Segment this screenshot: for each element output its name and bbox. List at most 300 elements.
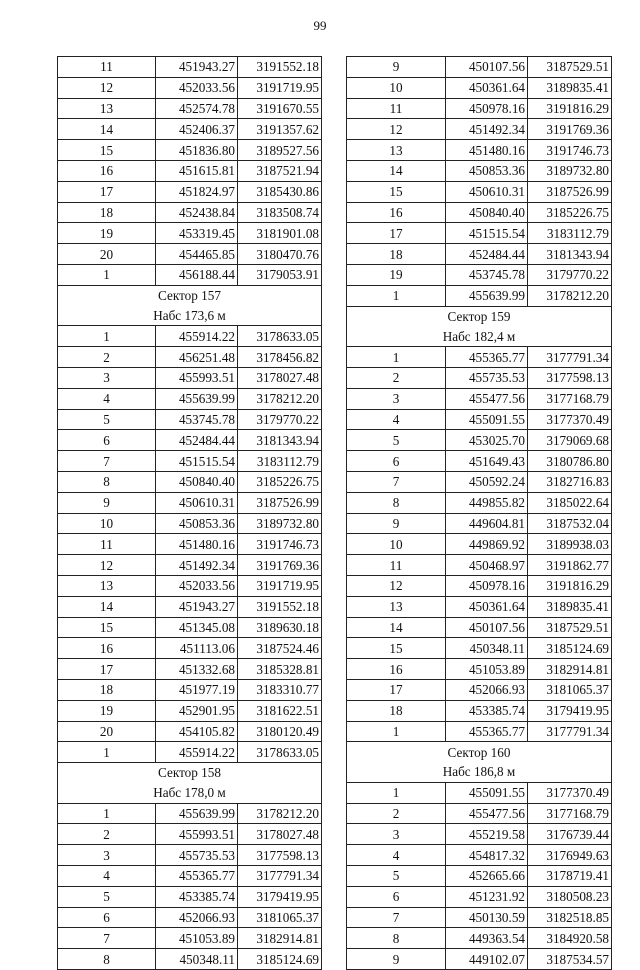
coordinate-row <box>58 575 322 596</box>
point-number-cell: 1 <box>58 742 156 763</box>
coordinate-row <box>347 555 612 576</box>
point-number-cell: 3 <box>58 367 156 388</box>
point-number-cell: 5 <box>347 430 446 451</box>
y-coordinate-cell: 3177598.13 <box>238 845 322 866</box>
sector-header-row <box>347 326 612 346</box>
x-coordinate-cell: 449855.82 <box>446 492 528 513</box>
coordinate-row <box>347 575 612 596</box>
point-number-cell: 18 <box>58 679 156 700</box>
point-number-cell: 1 <box>347 721 446 742</box>
y-coordinate-cell: 3187529.51 <box>528 57 612 78</box>
y-coordinate-cell: 3181343.94 <box>238 430 322 451</box>
x-coordinate-cell: 451480.16 <box>446 140 528 161</box>
x-coordinate-cell: 450130.59 <box>446 907 528 928</box>
y-coordinate-cell: 3191769.36 <box>528 119 612 140</box>
coordinate-row <box>58 264 322 285</box>
x-coordinate-cell: 455914.22 <box>156 326 238 347</box>
y-coordinate-cell: 3176739.44 <box>528 824 612 845</box>
point-number-cell: 17 <box>347 223 446 244</box>
y-coordinate-cell: 3177791.34 <box>528 721 612 742</box>
point-number-cell: 6 <box>347 451 446 472</box>
coordinate-row <box>58 119 322 140</box>
y-coordinate-cell: 3191719.95 <box>238 77 322 98</box>
coordinate-row <box>58 98 322 119</box>
coordinate-row <box>58 223 322 244</box>
y-coordinate-cell: 3191552.18 <box>238 596 322 617</box>
point-number-cell: 16 <box>58 160 156 181</box>
x-coordinate-cell: 451231.92 <box>446 886 528 907</box>
point-number-cell: 2 <box>347 367 446 388</box>
x-coordinate-cell: 451492.34 <box>156 555 238 576</box>
point-number-cell: 9 <box>347 513 446 534</box>
coordinate-row <box>347 57 612 78</box>
y-coordinate-cell: 3182914.81 <box>238 928 322 949</box>
x-coordinate-cell: 454817.32 <box>446 845 528 866</box>
sector-header-row <box>347 306 612 326</box>
y-coordinate-cell: 3191862.77 <box>528 555 612 576</box>
point-number-cell: 1 <box>58 264 156 285</box>
coordinate-row <box>347 679 612 700</box>
coordinate-row <box>347 700 612 721</box>
coordinate-row <box>58 388 322 409</box>
y-coordinate-cell: 3177598.13 <box>528 367 612 388</box>
sector-header-row <box>58 763 322 783</box>
x-coordinate-cell: 451824.97 <box>156 181 238 202</box>
point-number-cell: 1 <box>58 326 156 347</box>
y-coordinate-cell: 3178633.05 <box>238 742 322 763</box>
point-number-cell: 9 <box>58 492 156 513</box>
sector-header: Набс 182,4 м <box>347 326 612 346</box>
point-number-cell: 11 <box>347 98 446 119</box>
point-number-cell: 17 <box>347 679 446 700</box>
coordinate-row <box>58 596 322 617</box>
coordinate-row <box>58 244 322 265</box>
coordinate-row <box>347 140 612 161</box>
coordinate-row <box>347 907 612 928</box>
y-coordinate-cell: 3187526.99 <box>528 181 612 202</box>
coordinate-row <box>58 513 322 534</box>
y-coordinate-cell: 3185328.81 <box>238 659 322 680</box>
y-coordinate-cell: 3177791.34 <box>238 866 322 887</box>
sector-header: Сектор 159 <box>347 306 612 326</box>
point-number-cell: 5 <box>58 409 156 430</box>
coordinate-row <box>347 513 612 534</box>
y-coordinate-cell: 3185022.64 <box>528 492 612 513</box>
y-coordinate-cell: 3187524.46 <box>238 638 322 659</box>
point-number-cell: 8 <box>347 492 446 513</box>
x-coordinate-cell: 455735.53 <box>156 845 238 866</box>
coordinate-row <box>347 471 612 492</box>
coordinate-row <box>58 928 322 949</box>
coordinate-row <box>347 803 612 824</box>
point-number-cell: 1 <box>58 803 156 824</box>
coordinate-row <box>347 659 612 680</box>
y-coordinate-cell: 3191670.55 <box>238 98 322 119</box>
y-coordinate-cell: 3179419.95 <box>238 886 322 907</box>
point-number-cell: 1 <box>347 782 446 803</box>
x-coordinate-cell: 455639.99 <box>156 803 238 824</box>
x-coordinate-cell: 450853.36 <box>446 160 528 181</box>
x-coordinate-cell: 453319.45 <box>156 223 238 244</box>
y-coordinate-cell: 3189630.18 <box>238 617 322 638</box>
point-number-cell: 3 <box>58 845 156 866</box>
coordinate-row <box>347 430 612 451</box>
point-number-cell: 4 <box>58 866 156 887</box>
x-coordinate-cell: 450348.11 <box>156 949 238 970</box>
x-coordinate-cell: 451943.27 <box>156 596 238 617</box>
y-coordinate-cell: 3184920.58 <box>528 928 612 949</box>
coordinate-row <box>347 596 612 617</box>
point-number-cell: 6 <box>58 430 156 451</box>
x-coordinate-cell: 451492.34 <box>446 119 528 140</box>
point-number-cell: 14 <box>58 596 156 617</box>
coordinate-row <box>58 57 322 78</box>
coordinate-row <box>58 679 322 700</box>
y-coordinate-cell: 3189732.80 <box>528 160 612 181</box>
point-number-cell: 12 <box>347 119 446 140</box>
x-coordinate-cell: 451615.81 <box>156 160 238 181</box>
x-coordinate-cell: 455735.53 <box>446 367 528 388</box>
x-coordinate-cell: 451943.27 <box>156 57 238 78</box>
sector-header: Сектор 158 <box>58 763 322 783</box>
coordinate-row <box>58 347 322 368</box>
x-coordinate-cell: 452033.56 <box>156 575 238 596</box>
x-coordinate-cell: 451332.68 <box>156 659 238 680</box>
x-coordinate-cell: 450853.36 <box>156 513 238 534</box>
x-coordinate-cell: 451480.16 <box>156 534 238 555</box>
point-number-cell: 15 <box>58 617 156 638</box>
point-number-cell: 19 <box>58 223 156 244</box>
x-coordinate-cell: 453745.78 <box>446 264 528 285</box>
x-coordinate-cell: 452033.56 <box>156 77 238 98</box>
point-number-cell: 9 <box>347 949 446 970</box>
coordinate-row <box>58 326 322 347</box>
y-coordinate-cell: 3189835.41 <box>528 77 612 98</box>
coordinate-row <box>347 886 612 907</box>
y-coordinate-cell: 3178212.20 <box>528 285 612 306</box>
y-coordinate-cell: 3185124.69 <box>238 949 322 970</box>
x-coordinate-cell: 455914.22 <box>156 742 238 763</box>
point-number-cell: 11 <box>347 555 446 576</box>
x-coordinate-cell: 450348.11 <box>446 638 528 659</box>
coordinate-row <box>58 451 322 472</box>
x-coordinate-cell: 455365.77 <box>446 721 528 742</box>
y-coordinate-cell: 3178719.41 <box>528 866 612 887</box>
sector-header: Набс 178,0 м <box>58 783 322 803</box>
point-number-cell: 16 <box>58 638 156 659</box>
x-coordinate-cell: 454105.82 <box>156 721 238 742</box>
coordinate-row <box>347 638 612 659</box>
y-coordinate-cell: 3182914.81 <box>528 659 612 680</box>
page-number: 99 <box>313 18 327 33</box>
y-coordinate-cell: 3182716.83 <box>528 471 612 492</box>
coordinate-row <box>58 845 322 866</box>
coordinate-row <box>347 367 612 388</box>
y-coordinate-cell: 3180786.80 <box>528 451 612 472</box>
y-coordinate-cell: 3185430.86 <box>238 181 322 202</box>
sector-header: Сектор 160 <box>347 742 612 762</box>
x-coordinate-cell: 450610.31 <box>446 181 528 202</box>
coordinate-row <box>347 119 612 140</box>
y-coordinate-cell: 3191357.62 <box>238 119 322 140</box>
point-number-cell: 16 <box>347 202 446 223</box>
point-number-cell: 3 <box>347 388 446 409</box>
point-number-cell: 9 <box>347 57 446 78</box>
coordinate-row <box>347 264 612 285</box>
point-number-cell: 14 <box>347 617 446 638</box>
x-coordinate-cell: 450468.97 <box>446 555 528 576</box>
y-coordinate-cell: 3178027.48 <box>238 824 322 845</box>
point-number-cell: 13 <box>58 575 156 596</box>
x-coordinate-cell: 452406.37 <box>156 119 238 140</box>
y-coordinate-cell: 3187532.04 <box>528 513 612 534</box>
x-coordinate-cell: 455219.58 <box>446 824 528 845</box>
point-number-cell: 12 <box>58 77 156 98</box>
coordinate-row <box>347 285 612 306</box>
point-number-cell: 12 <box>347 575 446 596</box>
coordinate-row <box>58 160 322 181</box>
y-coordinate-cell: 3191816.29 <box>528 575 612 596</box>
y-coordinate-cell: 3181343.94 <box>528 244 612 265</box>
x-coordinate-cell: 455365.77 <box>156 866 238 887</box>
coordinate-row <box>58 492 322 513</box>
x-coordinate-cell: 455993.51 <box>156 824 238 845</box>
point-number-cell: 11 <box>58 57 156 78</box>
x-coordinate-cell: 453385.74 <box>156 886 238 907</box>
x-coordinate-cell: 455091.55 <box>446 782 528 803</box>
point-number-cell: 7 <box>347 907 446 928</box>
sector-header-row <box>58 783 322 803</box>
y-coordinate-cell: 3183112.79 <box>238 451 322 472</box>
point-number-cell: 10 <box>58 513 156 534</box>
point-number-cell: 19 <box>347 264 446 285</box>
point-number-cell: 6 <box>347 886 446 907</box>
y-coordinate-cell: 3191746.73 <box>238 534 322 555</box>
y-coordinate-cell: 3178212.20 <box>238 388 322 409</box>
point-number-cell: 1 <box>347 285 446 306</box>
y-coordinate-cell: 3191769.36 <box>238 555 322 576</box>
x-coordinate-cell: 451345.08 <box>156 617 238 638</box>
point-number-cell: 8 <box>58 471 156 492</box>
point-number-cell: 18 <box>347 700 446 721</box>
y-coordinate-cell: 3179069.68 <box>528 430 612 451</box>
y-coordinate-cell: 3183112.79 <box>528 223 612 244</box>
point-number-cell: 4 <box>58 388 156 409</box>
x-coordinate-cell: 450107.56 <box>446 57 528 78</box>
x-coordinate-cell: 453745.78 <box>156 409 238 430</box>
y-coordinate-cell: 3180470.76 <box>238 244 322 265</box>
point-number-cell: 14 <box>58 119 156 140</box>
y-coordinate-cell: 3191719.95 <box>238 575 322 596</box>
point-number-cell: 8 <box>58 949 156 970</box>
y-coordinate-cell: 3180508.23 <box>528 886 612 907</box>
coordinate-row <box>58 202 322 223</box>
coordinate-row <box>347 866 612 887</box>
x-coordinate-cell: 451515.54 <box>156 451 238 472</box>
y-coordinate-cell: 3177370.49 <box>528 409 612 430</box>
x-coordinate-cell: 452574.78 <box>156 98 238 119</box>
x-coordinate-cell: 455639.99 <box>156 388 238 409</box>
x-coordinate-cell: 451515.54 <box>446 223 528 244</box>
y-coordinate-cell: 3179770.22 <box>528 264 612 285</box>
coordinate-row <box>347 534 612 555</box>
x-coordinate-cell: 455477.56 <box>446 388 528 409</box>
y-coordinate-cell: 3179770.22 <box>238 409 322 430</box>
x-coordinate-cell: 452438.84 <box>156 202 238 223</box>
sector-header-row <box>58 285 322 305</box>
y-coordinate-cell: 3189938.03 <box>528 534 612 555</box>
point-number-cell: 15 <box>347 181 446 202</box>
x-coordinate-cell: 449869.92 <box>446 534 528 555</box>
point-number-cell: 18 <box>347 244 446 265</box>
point-number-cell: 4 <box>347 845 446 866</box>
coordinate-row <box>58 803 322 824</box>
x-coordinate-cell: 451649.43 <box>446 451 528 472</box>
y-coordinate-cell: 3181901.08 <box>238 223 322 244</box>
coordinate-row <box>347 347 612 368</box>
point-number-cell: 13 <box>347 596 446 617</box>
x-coordinate-cell: 453025.70 <box>446 430 528 451</box>
coordinate-row <box>58 742 322 763</box>
sector-header: Набс 173,6 м <box>58 306 322 326</box>
coordinate-row <box>347 617 612 638</box>
right-table-body <box>347 57 612 970</box>
x-coordinate-cell: 455993.51 <box>156 367 238 388</box>
y-coordinate-cell: 3183508.74 <box>238 202 322 223</box>
coordinate-row <box>347 451 612 472</box>
sector-header-row <box>347 762 612 782</box>
coordinate-row <box>58 824 322 845</box>
point-number-cell: 5 <box>347 866 446 887</box>
y-coordinate-cell: 3189527.56 <box>238 140 322 161</box>
x-coordinate-cell: 452484.44 <box>446 244 528 265</box>
y-coordinate-cell: 3181065.37 <box>528 679 612 700</box>
sector-header-row <box>347 742 612 762</box>
coordinate-row <box>58 866 322 887</box>
y-coordinate-cell: 3185124.69 <box>528 638 612 659</box>
y-coordinate-cell: 3181622.51 <box>238 700 322 721</box>
sector-header: Сектор 157 <box>58 285 322 305</box>
coordinate-row <box>58 181 322 202</box>
x-coordinate-cell: 451836.80 <box>156 140 238 161</box>
y-coordinate-cell: 3177168.79 <box>528 803 612 824</box>
coordinate-row <box>347 160 612 181</box>
coordinate-row <box>58 140 322 161</box>
x-coordinate-cell: 456188.44 <box>156 264 238 285</box>
x-coordinate-cell: 449102.07 <box>446 949 528 970</box>
y-coordinate-cell: 3189732.80 <box>238 513 322 534</box>
point-number-cell: 20 <box>58 244 156 265</box>
point-number-cell: 7 <box>58 451 156 472</box>
point-number-cell: 2 <box>58 824 156 845</box>
coordinate-row <box>58 617 322 638</box>
x-coordinate-cell: 450978.16 <box>446 98 528 119</box>
x-coordinate-cell: 450978.16 <box>446 575 528 596</box>
point-number-cell: 16 <box>347 659 446 680</box>
x-coordinate-cell: 452665.66 <box>446 866 528 887</box>
coordinate-row <box>58 907 322 928</box>
coordinate-row <box>58 367 322 388</box>
y-coordinate-cell: 3179419.95 <box>528 700 612 721</box>
y-coordinate-cell: 3187534.57 <box>528 949 612 970</box>
x-coordinate-cell: 453385.74 <box>446 700 528 721</box>
y-coordinate-cell: 3189835.41 <box>528 596 612 617</box>
x-coordinate-cell: 455365.77 <box>446 347 528 368</box>
y-coordinate-cell: 3187521.94 <box>238 160 322 181</box>
coordinate-row <box>58 534 322 555</box>
point-number-cell: 3 <box>347 824 446 845</box>
point-number-cell: 1 <box>347 347 446 368</box>
coordinate-row <box>347 845 612 866</box>
point-number-cell: 2 <box>347 803 446 824</box>
y-coordinate-cell: 3191816.29 <box>528 98 612 119</box>
y-coordinate-cell: 3180120.49 <box>238 721 322 742</box>
coordinate-row <box>347 949 612 970</box>
coordinate-row <box>58 949 322 970</box>
y-coordinate-cell: 3176949.63 <box>528 845 612 866</box>
coordinate-row <box>58 471 322 492</box>
point-number-cell: 11 <box>58 534 156 555</box>
x-coordinate-cell: 455639.99 <box>446 285 528 306</box>
coordinate-row <box>347 782 612 803</box>
point-number-cell: 4 <box>347 409 446 430</box>
coordinates-table-left <box>57 56 322 970</box>
y-coordinate-cell: 3178212.20 <box>238 803 322 824</box>
coordinate-row <box>58 659 322 680</box>
point-number-cell: 12 <box>58 555 156 576</box>
x-coordinate-cell: 449604.81 <box>446 513 528 534</box>
y-coordinate-cell: 3178027.48 <box>238 367 322 388</box>
sector-header: Набс 186,8 м <box>347 762 612 782</box>
y-coordinate-cell: 3178633.05 <box>238 326 322 347</box>
point-number-cell: 15 <box>58 140 156 161</box>
point-number-cell: 14 <box>347 160 446 181</box>
coordinate-row <box>58 700 322 721</box>
y-coordinate-cell: 3181065.37 <box>238 907 322 928</box>
x-coordinate-cell: 455477.56 <box>446 803 528 824</box>
x-coordinate-cell: 449363.54 <box>446 928 528 949</box>
x-coordinate-cell: 450361.64 <box>446 596 528 617</box>
coordinates-table-right <box>346 56 612 970</box>
coordinate-row <box>347 721 612 742</box>
coordinate-row <box>347 824 612 845</box>
x-coordinate-cell: 455091.55 <box>446 409 528 430</box>
y-coordinate-cell: 3185226.75 <box>528 202 612 223</box>
y-coordinate-cell: 3177370.49 <box>528 782 612 803</box>
y-coordinate-cell: 3185226.75 <box>238 471 322 492</box>
coordinate-row <box>58 77 322 98</box>
x-coordinate-cell: 450610.31 <box>156 492 238 513</box>
point-number-cell: 2 <box>58 347 156 368</box>
x-coordinate-cell: 450592.24 <box>446 471 528 492</box>
x-coordinate-cell: 452901.95 <box>156 700 238 721</box>
coordinate-row <box>58 430 322 451</box>
x-coordinate-cell: 450840.40 <box>156 471 238 492</box>
coordinate-row <box>347 77 612 98</box>
y-coordinate-cell: 3179053.91 <box>238 264 322 285</box>
coordinate-row <box>58 555 322 576</box>
point-number-cell: 13 <box>58 98 156 119</box>
coordinate-row <box>347 388 612 409</box>
x-coordinate-cell: 450840.40 <box>446 202 528 223</box>
point-number-cell: 20 <box>58 721 156 742</box>
coordinate-row <box>347 223 612 244</box>
point-number-cell: 10 <box>347 77 446 98</box>
point-number-cell: 18 <box>58 202 156 223</box>
point-number-cell: 19 <box>58 700 156 721</box>
coordinate-row <box>58 409 322 430</box>
left-table-body <box>58 57 322 970</box>
